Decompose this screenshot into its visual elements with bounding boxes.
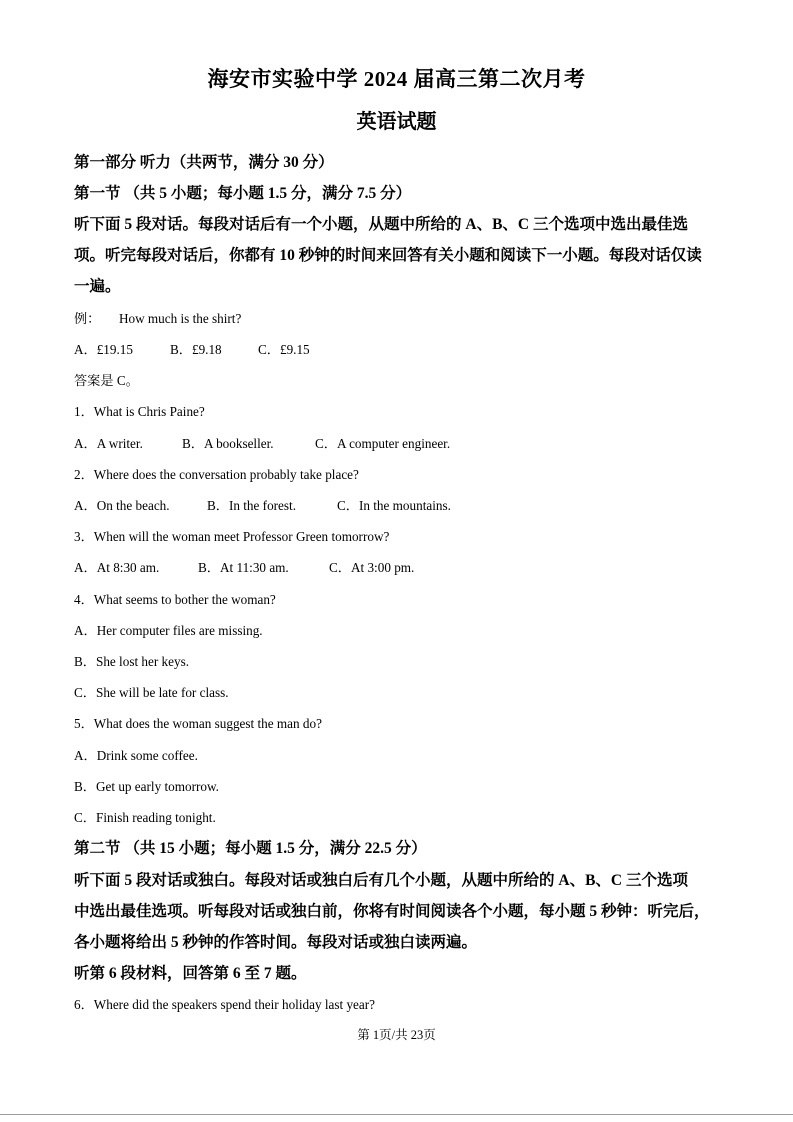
section1-instruction-line: 听下面 5 段对话。每段对话后有一个小题，从题中所给的 A、B、C 三个选项中选出最佳选 (74, 216, 688, 233)
option: C．A computer engineer. (315, 436, 451, 451)
option: A．Drink some coffee. (74, 748, 198, 763)
page-number: 第 1页/共 23页 (357, 1028, 436, 1042)
option: B．She lost her keys. (74, 654, 190, 669)
option: B．Get up early tomorrow. (74, 779, 219, 794)
option: C．She will be late for class. (74, 685, 229, 700)
option: C．In the mountains. (337, 498, 451, 513)
section1-instruction-line: 一遍。 (74, 278, 121, 295)
question-stem: 3．When will the woman meet Professor Green tomorrow? (74, 529, 390, 544)
option: B．£9.18 (170, 342, 222, 357)
option: A．On the beach. (74, 498, 170, 513)
option: C．£9.15 (258, 342, 310, 357)
example-question (74, 308, 241, 327)
section2-instruction-line: 中选出最佳选项。听每段对话或独白前，你将有时间阅读各个小题，每小题 5 秒钟：听完后， (74, 903, 710, 920)
question-options (74, 557, 414, 576)
option: A．At 8:30 am. (74, 560, 160, 575)
material-instruction: 听第 6 段材料，回答第 6 至 7 题。 (74, 965, 307, 982)
section1-instruction-line: 项。听完每段对话后，你都有 10 秒钟的时间来回答有关小题和阅读下一小题。每段对话仅读 (74, 247, 702, 264)
exam-title: 海安市实验中学 2024 届高三第二次月考 (207, 67, 586, 91)
example-answer: 答案是 C。 (74, 373, 139, 388)
question-stem: 2．Where does the conversation probably take place? (74, 467, 359, 482)
option: C．Finish reading tonight. (74, 810, 216, 825)
question-options (74, 433, 450, 452)
example-question-text: How much is the shirt? (118, 311, 242, 326)
question-options (74, 495, 451, 514)
question-stem: 6．Where did the speakers spend their holiday last year? (74, 997, 376, 1012)
exam-subtitle: 英语试题 (356, 111, 437, 133)
option: A．Her computer files are missing. (74, 623, 263, 638)
option: A．A writer. (74, 436, 143, 451)
section2-heading: 第二节 （共 15 小题；每小题 1.5 分，满分 22.5 分） (74, 840, 427, 857)
option: B．In the forest. (207, 498, 296, 513)
question-stem: 1．What is Chris Paine? (74, 404, 205, 419)
section1-heading: 第一节 （共 5 小题；每小题 1.5 分，满分 7.5 分） (74, 185, 412, 202)
option: C．At 3:00 pm. (329, 560, 415, 575)
example-label: 例： (74, 311, 101, 326)
section2-instruction-line: 各小题将给出 5 秒钟的作答时间。每段对话或独白读两遍。 (74, 934, 478, 951)
question-stem: 4．What seems to bother the woman? (74, 592, 276, 607)
part1-heading: 第一部分 听力（共两节，满分 30 分） (74, 154, 334, 171)
page-bottom-divider (0, 1114, 793, 1115)
option: A．£19.15 (74, 342, 133, 357)
option: B．At 11:30 am. (198, 560, 289, 575)
option: B．A bookseller. (182, 436, 274, 451)
question-stem: 5．What does the woman suggest the man do? (74, 716, 322, 731)
example-options (74, 339, 310, 358)
section2-instruction-line: 听下面 5 段对话或独白。每段对话或独白后有几个小题，从题中所给的 A、B、C 三个选项 (74, 872, 688, 889)
